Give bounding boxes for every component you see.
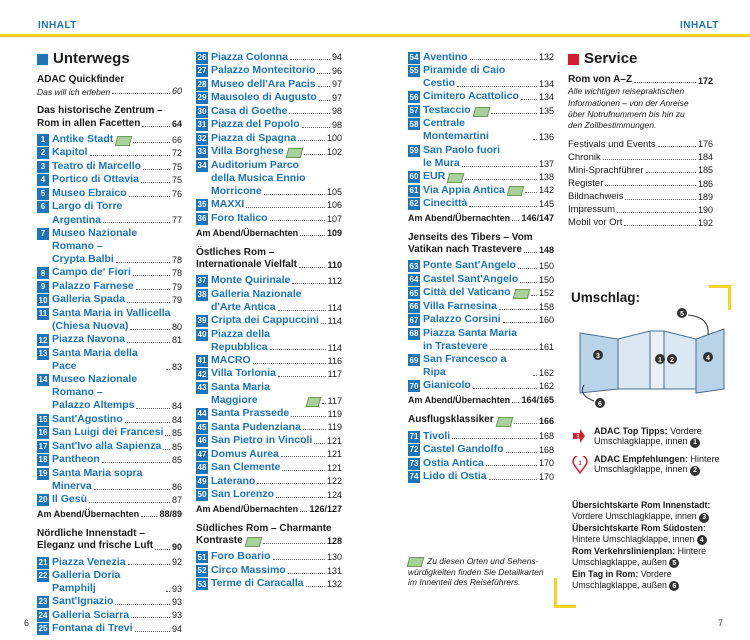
list-item[interactable]: 63 Ponte Sant'Angelo 150	[409, 259, 554, 272]
maps-list	[572, 500, 737, 591]
entry-number: 56	[409, 92, 419, 102]
group-title: Östliches Rom –	[196, 246, 275, 258]
group-title: Nördliche Innenstadt –	[37, 528, 145, 540]
entry-number: 4	[37, 174, 49, 186]
list-item[interactable]: 54 Aventino 132	[409, 50, 554, 63]
detail-map-icon	[512, 289, 530, 299]
group-title-row[interactable]: Vatikan nach Trastevere 148	[408, 244, 554, 256]
entry-number: 13	[38, 349, 48, 359]
entry-number: 54	[409, 52, 419, 62]
list-item[interactable]: 31 Piazza del Popolo 98	[197, 118, 342, 130]
yellow-bracket	[554, 578, 557, 608]
abend-row[interactable]: Am Abend/Übernachten 88/89	[37, 509, 182, 520]
marker-number: 5	[669, 558, 679, 568]
list-item[interactable]: 53 Terme di Caracalla 132	[197, 577, 342, 590]
column-service	[568, 50, 713, 230]
column-3	[408, 50, 554, 484]
list-item[interactable]: 62 Cinecittà 145	[409, 197, 554, 210]
marker-3-label: 3	[596, 353, 600, 360]
marker-number: 3	[699, 513, 709, 523]
entry-number: 30	[197, 106, 207, 116]
marker-number: 4	[697, 535, 707, 545]
list-item[interactable]: 59 San Paolo fuori le Mura 137	[409, 143, 554, 169]
service-item[interactable]: Festivals und Events 176	[568, 138, 713, 150]
entry-number: 59	[409, 145, 419, 155]
entry-number: 74	[409, 472, 419, 482]
group-title: Jenseits des Tibers – Vom	[408, 232, 533, 244]
entry-number: 42	[197, 369, 207, 379]
list-item[interactable]: 28 Museo dell'Ara Pacis 97	[197, 77, 342, 90]
list-item[interactable]: 67 Palazzo Corsini 160	[409, 313, 554, 326]
detail-map-icon	[447, 173, 465, 183]
list-item[interactable]: 55 Piramide di Caio Cestio 134	[409, 64, 554, 90]
marker-1-label: 1	[658, 357, 662, 364]
list-item[interactable]: 64 Castel Sant'Angelo 150	[409, 272, 554, 285]
entry-number: 44	[197, 409, 207, 419]
abend-row[interactable]: Am Abend/Übernachten 164/165	[408, 395, 554, 406]
entry-number: 11	[38, 309, 48, 319]
list-item[interactable]: 22 Galleria Doria Pamphilj 93	[38, 569, 182, 594]
entry-number: 68	[409, 329, 419, 339]
entry-number: 49	[197, 476, 207, 486]
entry-number: 17	[38, 441, 48, 451]
rom-az-description: Alle wichtigen reisepraktischen Informationen – von der Anreise über Notrufnummern bis hin zu den Zollbestimmungen.	[568, 86, 689, 130]
detail-map-icon	[305, 397, 321, 407]
service-item[interactable]: Impressum 190	[568, 204, 713, 216]
entry-number: 38	[197, 289, 207, 299]
list-item[interactable]: 70 Gianicolo 162	[409, 379, 554, 392]
entry-number: 21	[38, 557, 48, 567]
entry-number: 16	[38, 428, 48, 438]
entry-number: 71	[409, 431, 419, 441]
list-item[interactable]: 41 MACRO 116	[197, 353, 342, 366]
list-item[interactable]: 26 Piazza Colonna 94	[197, 50, 342, 63]
list-item[interactable]: 7 Museo Nazionale Romano – Crypta Balbi 78	[37, 227, 182, 266]
detail-map-icon	[472, 107, 490, 117]
page-number-right: 7	[718, 618, 724, 628]
detail-map-icon	[115, 136, 133, 146]
list-item[interactable]: 24 Galleria Sciarra 93	[38, 608, 182, 621]
entry-number: 50	[197, 490, 207, 500]
column-unterwegs	[37, 50, 182, 636]
svg-text:1: 1	[576, 434, 580, 441]
list-item[interactable]: 21 Piazza Venezia 92	[38, 555, 182, 568]
list-item[interactable]: 56 Cimitero Acattolico 134	[409, 90, 554, 103]
service-item[interactable]: Chronik 184	[568, 151, 713, 163]
entry-number: 62	[409, 199, 419, 209]
map-item[interactable]: Übersichtskarte Rom Südosten: Hintere Umschlagklappe, innen 4	[572, 522, 706, 545]
entry-number: 6	[37, 201, 49, 213]
entry-number: 41	[197, 356, 207, 366]
entry-number: 39	[197, 316, 207, 326]
entry-number: 53	[197, 579, 207, 589]
list-item[interactable]: 1 Antike Stadt 66	[37, 133, 182, 146]
entry-number: 5	[37, 188, 49, 200]
entry-number: 58	[409, 119, 419, 129]
entry-number: 37	[197, 276, 207, 286]
list-item[interactable]: 65 Città del Vaticano 152	[409, 286, 554, 299]
entry-number: 24	[38, 610, 48, 620]
list-item[interactable]: 42 Villa Torlonia 117	[197, 367, 342, 380]
marker-2-label: 2	[670, 357, 674, 364]
list-item[interactable]: 52 Circo Massimo 131	[197, 563, 342, 576]
entry-number: 20	[38, 495, 48, 505]
list-item[interactable]: 36 Foro Italico 107	[197, 211, 342, 224]
detail-map-icon	[285, 148, 303, 158]
entry-number: 7	[37, 228, 49, 240]
entry-number: 43	[197, 383, 207, 393]
list-item[interactable]: 45 Santa Pudenziana 119	[197, 420, 342, 433]
entry-number: 36	[197, 213, 207, 223]
list-item[interactable]: 23 Sant'Ignazio 93	[38, 595, 182, 608]
entry-number: 67	[409, 315, 419, 325]
list-item[interactable]: 14 Museo Nazionale Romano – Palazzo Altemps 84	[38, 373, 182, 412]
entry-number: 40	[197, 329, 207, 339]
map-item[interactable]: Rom Verkehrslinienplan: Hintere Umschlagklappe, außen 5	[572, 545, 706, 568]
entry-number: 46	[197, 436, 207, 446]
page-number-left: 6	[24, 618, 30, 628]
entry-number: 73	[409, 458, 419, 468]
list-item[interactable]: 29 Mausoleo di Augusto 97	[197, 91, 342, 103]
empfehlung-pin-icon	[572, 456, 588, 474]
list-item[interactable]: 38 Galleria Nazionale d'Arte Antica 114	[197, 287, 342, 313]
entry-number: 70	[409, 381, 419, 391]
yellow-bracket	[554, 605, 576, 608]
marker-number: 6	[669, 581, 679, 591]
rom-az-row[interactable]: Rom von A–Z 172	[568, 74, 713, 86]
red-square-icon	[568, 54, 579, 65]
entry-number: 15	[38, 414, 48, 424]
group-title-row[interactable]: Internationale Vielfalt 110	[196, 258, 342, 271]
entry-number: 63	[409, 261, 419, 271]
list-item[interactable]: 60 EUR 138	[409, 170, 554, 183]
entry-number: 25	[38, 624, 48, 634]
list-item[interactable]: 46 San Pietro in Vincoli 121	[197, 434, 342, 447]
detail-map-note: Zu diesen Orten und Sehens- würdigkeiten finden Sie Detailkarten im Innenteil des Reiseführers.	[408, 556, 544, 588]
entry-number: 65	[409, 288, 419, 298]
section-title-service: Service	[568, 50, 713, 68]
service-item[interactable]: Bildnachweis 189	[568, 190, 713, 202]
list-item[interactable]: 12 Piazza Navona 81	[38, 333, 182, 346]
entry-number: 60	[409, 172, 419, 182]
entry-number: 29	[197, 93, 207, 103]
entry-number: 61	[409, 185, 419, 195]
list-item[interactable]: 74 Lido di Ostia 170	[409, 470, 554, 483]
entry-number: 2	[37, 147, 49, 159]
list-item[interactable]: 37 Monte Quirinale 112	[197, 274, 342, 287]
entry-number: 9	[37, 281, 49, 293]
entry-number: 33	[197, 147, 207, 157]
column-2	[196, 50, 342, 591]
list-item[interactable]: 30 Casa di Goethe 98	[197, 104, 342, 117]
entry-number: 26	[197, 52, 207, 62]
list-item[interactable]: 20 Il Gesù 87	[38, 493, 182, 506]
list-item[interactable]: 9 Palazzo Farnese 79	[37, 280, 182, 293]
arrow-5	[688, 315, 708, 335]
list-item[interactable]: 39 Cripta dei Cappuccini 114	[197, 314, 342, 326]
list-item[interactable]: 10 Galleria Spada 79	[38, 293, 182, 306]
list-item[interactable]: 8 Campo de' Fiori 78	[37, 266, 182, 279]
entry-number: 14	[38, 375, 48, 385]
list-item[interactable]: 71 Tivoli 168	[409, 429, 554, 442]
entry-number: 32	[197, 133, 207, 143]
list-item[interactable]: 57 Testaccio 135	[409, 103, 554, 116]
entry-number: 27	[197, 66, 207, 76]
entry-number: 55	[409, 66, 419, 76]
list-item[interactable]: 27 Palazzo Montecitorio 96	[197, 64, 342, 76]
svg-text:1: 1	[578, 461, 582, 467]
service-item[interactable]: Mobil vor Ort 192	[568, 217, 713, 229]
entry-number: 69	[409, 355, 419, 365]
entry-number: 18	[38, 455, 48, 465]
abend-row[interactable]: Am Abend/Übernachten 146/147	[408, 213, 554, 224]
umschlag-title: Umschlag:	[571, 290, 641, 305]
list-item[interactable]: 17 Sant'Ivo alla Sapienza 85	[38, 439, 182, 452]
list-item[interactable]: 6 Largo di Torre Argentina 77	[37, 200, 182, 226]
entry-number: 47	[197, 449, 207, 459]
entry-number: 57	[409, 106, 419, 116]
legend-empfehlungen: 1 ADAC Empfehlungen: Hintere Umschlagklappe, innen 2	[572, 454, 732, 476]
list-item[interactable]: 47 Domus Aurea 121	[197, 447, 342, 460]
cover-flap-left	[580, 333, 618, 393]
entry-number: 12	[38, 335, 48, 345]
top-rule	[0, 34, 750, 37]
entry-number: 8	[37, 267, 49, 279]
detail-map-icon	[407, 557, 425, 567]
entry-number: 3	[37, 161, 49, 173]
entry-number: 28	[197, 79, 207, 89]
map-item[interactable]: Übersichtskarte Rom Innenstadt: Vordere Umschlagklappe, innen 3	[572, 500, 711, 522]
entry-number: 45	[197, 422, 207, 432]
blue-square-icon	[37, 54, 48, 65]
list-item[interactable]: 19 Santa Maria sopra Minerva 86	[38, 466, 182, 492]
cover-front	[618, 331, 650, 389]
group-title-row[interactable]: Eleganz und frische Luft 90	[37, 540, 182, 552]
list-item[interactable]: 40 Piazza della Repubblica 114	[197, 327, 342, 353]
list-item[interactable]: 3 Teatro di Marcello 75	[37, 160, 182, 173]
marker-4-label: 4	[706, 355, 710, 362]
list-item[interactable]: 68 Piazza Santa Maria in Trastevere 161	[409, 326, 554, 353]
cover-diagram	[572, 305, 732, 415]
list-item[interactable]: 49 Laterano 122	[197, 474, 342, 487]
entry-number: 35	[197, 200, 207, 210]
list-item[interactable]: 11 Santa Maria in Vallicella (Chiesa Nuova) 80	[38, 306, 182, 333]
entry-number: 34	[197, 160, 207, 170]
detail-map-icon	[495, 417, 513, 427]
marker-6-label: 6	[598, 401, 602, 408]
list-item[interactable]: 2 Kapitol 72	[37, 146, 182, 159]
quickfinder-row[interactable]: Das will ich erleben 60	[37, 86, 182, 98]
list-item[interactable]: 72 Castel Gandolfo 168	[409, 443, 554, 456]
list-item[interactable]: 33 Villa Borghese 102	[197, 145, 342, 157]
service-item[interactable]: Mini-Sprachführer 185	[568, 164, 713, 176]
list-item[interactable]: 4 Portico di Ottavia 75	[37, 173, 182, 186]
entry-number: 22	[38, 571, 48, 581]
abend-row[interactable]: Am Abend/Übernachten 126/127	[196, 504, 342, 515]
group-title: Südliches Rom – Charmante	[196, 523, 332, 535]
section-title-unterwegs: Unterwegs	[37, 50, 182, 68]
list-item[interactable]: 15 Sant'Agostino 84	[38, 412, 182, 425]
entry-number: 10	[38, 295, 48, 305]
list-item[interactable]: 32 Piazza di Spagna 100	[197, 131, 342, 144]
header-left: INHALT	[38, 20, 77, 31]
group-title: Das historische Zentrum –	[37, 105, 163, 117]
entry-number: 1	[37, 134, 49, 146]
list-item[interactable]: 35 MAXXI 106	[197, 198, 342, 211]
group-title-row[interactable]: Ausflugsklassiker 166	[408, 414, 554, 426]
entry-number: 31	[197, 120, 207, 130]
entry-number: 23	[38, 597, 48, 607]
list-item[interactable]: 5 Museo Ebraico 76	[37, 187, 182, 200]
list-item[interactable]: 58 Centrale Montemartini 136	[409, 117, 554, 143]
quickfinder-title: ADAC Quickfinder	[37, 74, 125, 86]
marker-5-label: 5	[680, 311, 684, 318]
list-item[interactable]: 18 Pantheon 85	[38, 453, 182, 466]
entry-number: 19	[38, 468, 48, 478]
list-item[interactable]: 13 Santa Maria della Pace 83	[38, 346, 182, 372]
list-item[interactable]: 61 Via Appia Antica 142	[409, 183, 554, 196]
detail-map-icon	[244, 537, 262, 547]
entry-number: 52	[197, 566, 207, 576]
list-item[interactable]: 34 Auditorium Parco della Musica Ennio Morricone 105	[197, 158, 342, 197]
list-item[interactable]: 44 Santa Prassede 119	[197, 407, 342, 420]
list-item[interactable]: 69 San Francesco a Ripa 162	[409, 353, 554, 379]
list-item[interactable]: 16 San Luigi dei Francesi 85	[38, 426, 182, 439]
entry-number: 66	[409, 302, 419, 312]
list-item[interactable]: 48 San Clemente 121	[197, 461, 342, 474]
list-item[interactable]: 43 Santa Maria Maggiore 117	[197, 380, 342, 406]
list-item[interactable]: 50 San Lorenzo 124	[197, 488, 342, 501]
entry-number: 64	[409, 275, 419, 285]
header-right: INHALT	[680, 20, 719, 31]
entry-number: 51	[197, 552, 207, 562]
service-item[interactable]: Register 186	[568, 177, 713, 189]
detail-map-icon	[507, 186, 525, 196]
entry-number: 48	[197, 463, 207, 473]
list-item[interactable]: 73 Ostia Antica 170	[409, 456, 554, 469]
group-title-row[interactable]: Kontraste 128	[196, 535, 342, 547]
group-title-row[interactable]: Rom in allen Facetten 64	[37, 117, 182, 129]
top-tipp-icon	[572, 428, 586, 446]
list-item[interactable]: 51 Foro Boario 130	[197, 550, 342, 563]
list-item[interactable]: 25 Fontana di Trevi 94	[38, 622, 182, 635]
map-item[interactable]: Ein Tag in Rom: Vordere Umschlagklappe, außen 6	[572, 569, 737, 592]
entry-number: 72	[409, 445, 419, 455]
list-item[interactable]: 66 Villa Farnesina 158	[409, 299, 554, 312]
legend-top-tipps: 1 ADAC Top Tipps: Vordere Umschlagklappe, innen 1	[572, 426, 732, 448]
abend-row[interactable]: Am Abend/Übernachten 109	[196, 227, 342, 238]
